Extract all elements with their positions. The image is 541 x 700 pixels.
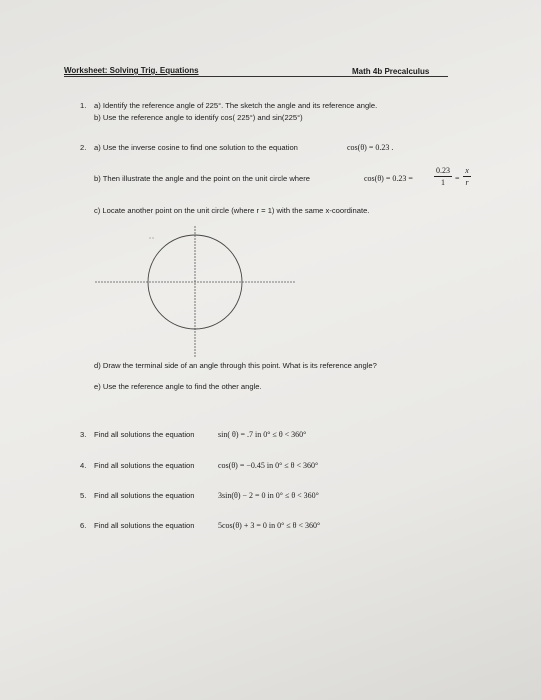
fraction-bar (463, 176, 471, 177)
stray-mark (149, 237, 150, 238)
q4-number: 4. (80, 461, 87, 470)
q3-number: 3. (80, 430, 87, 439)
q4-equation: cos(θ) = −0.45 in 0° ≤ θ < 360° (218, 461, 319, 470)
q2a-text: a) Use the inverse cosine to find one solution to the equation (94, 143, 298, 152)
q2b-equation: cos(θ) = 0.23 = (364, 174, 413, 183)
q2-number: 2. (80, 143, 87, 152)
fraction-x-over-r (463, 166, 471, 187)
q3-text: Find all solutions the equation (94, 430, 195, 439)
q1b-text: b) Use the reference angle to identify cos( 225°) and sin(225°) (94, 113, 303, 122)
q6-number: 6. (80, 521, 87, 530)
q5-equation: 3sin(θ) − 2 = 0 in 0° ≤ θ < 360° (218, 491, 319, 500)
fraction-numerator: x (465, 166, 469, 175)
q1a-text: a) Identify the reference angle of 225°. The sketch the angle and its reference angle. (94, 101, 378, 110)
q2b-text: b) Then illustrate the angle and the point on the unit circle where (94, 174, 310, 183)
q4-text: Find all solutions the equation (94, 461, 195, 470)
fraction-bar (434, 176, 452, 177)
q5-text: Find all solutions the equation (94, 491, 195, 500)
fraction-numerator: 0.23 (436, 166, 450, 175)
fraction-denominator: 1 (441, 178, 445, 187)
fraction-023-over-1 (434, 166, 452, 187)
equals-sign: = (455, 174, 460, 183)
fraction-denominator: r (465, 178, 469, 187)
stray-mark (152, 237, 153, 238)
header-rule (64, 76, 448, 77)
q2a-equation: cos(θ) = 0.23 . (347, 143, 394, 152)
q2d-text: d) Draw the terminal side of an angle through this point. What is its reference angle? (94, 361, 377, 370)
q1-number: 1. (80, 101, 87, 110)
q3-equation: sin( θ) = .7 in 0° ≤ θ < 360° (218, 430, 307, 439)
unit-circle-diagram (90, 222, 320, 362)
q6-equation: 5cos(θ) + 3 = 0 in 0° ≤ θ < 360° (218, 521, 321, 530)
q5-number: 5. (80, 491, 87, 500)
worksheet-title: Worksheet: Solving Trig. Equations (64, 66, 199, 75)
q2c-text: c) Locate another point on the unit circle (where r = 1) with the same x-coordinate. (94, 206, 370, 215)
course-name: Math 4b Precalculus (352, 67, 430, 76)
q6-text: Find all solutions the equation (94, 521, 195, 530)
q2e-text: e) Use the reference angle to find the other angle. (94, 382, 262, 391)
